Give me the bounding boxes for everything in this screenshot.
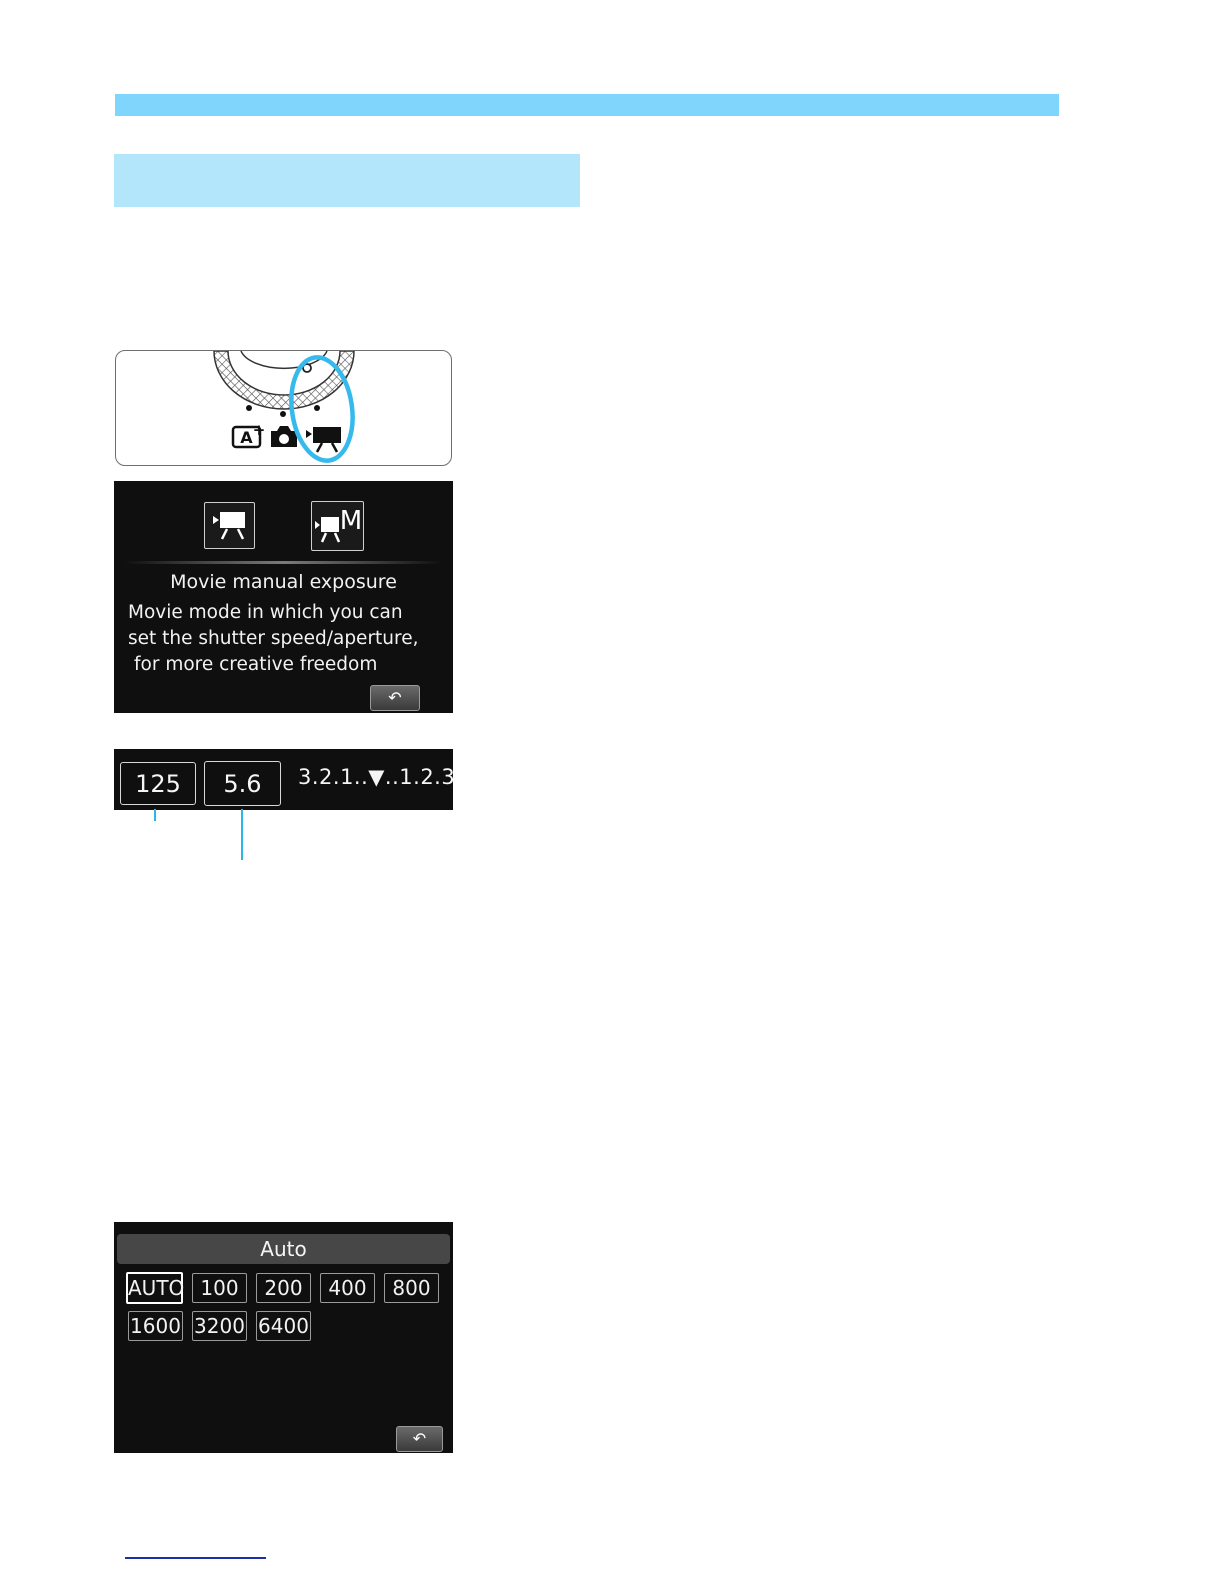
movie-auto-exposure-option[interactable]	[204, 502, 255, 549]
exposure-level-scale: 3.2.1..▼..1.2.3	[298, 765, 456, 789]
scene-auto-letter: A	[240, 428, 253, 447]
movie-camera-icon	[306, 427, 341, 452]
mode-title: Movie manual exposure	[170, 571, 397, 593]
footnote-rule	[125, 1557, 266, 1559]
manual-letter: M	[339, 506, 363, 536]
back-button[interactable]	[396, 1426, 443, 1452]
aperture-value[interactable]: 5.6	[204, 761, 281, 806]
iso-option-3200[interactable]: 3200	[192, 1311, 247, 1341]
iso-option-6400[interactable]: 6400	[256, 1311, 311, 1341]
mode-description-line-3: for more creative freedom	[134, 654, 378, 675]
shutter-callout-line	[154, 809, 156, 821]
movie-manual-exposure-option[interactable]	[311, 501, 364, 551]
dial-ring	[214, 351, 354, 409]
iso-option-auto[interactable]: AUTO	[126, 1272, 183, 1304]
iso-option-100[interactable]: 100	[192, 1273, 247, 1303]
iso-current-setting: Auto	[117, 1234, 450, 1264]
scene-intelligent-auto-icon	[233, 421, 265, 447]
mode-dial-drawing	[116, 351, 451, 465]
iso-option-800[interactable]: 800	[384, 1273, 439, 1303]
return-icon: ↶	[388, 688, 402, 707]
mode-dial-illustration	[115, 350, 452, 466]
iso-option-1600[interactable]: 1600	[128, 1311, 183, 1341]
shutter-speed-value[interactable]: 125	[120, 762, 196, 805]
movie-mode-screen	[114, 481, 453, 713]
movie-camera-icon	[205, 503, 254, 548]
iso-option-400[interactable]: 400	[320, 1273, 375, 1303]
camera-icon	[271, 426, 297, 447]
screen-divider	[124, 561, 443, 564]
iso-option-200[interactable]: 200	[256, 1273, 311, 1303]
scene-auto-plus: +	[252, 421, 266, 439]
movie-manual-icon	[312, 502, 363, 550]
subsection-heading-box	[114, 154, 580, 207]
mode-description-line-1: Movie mode in which you can	[128, 602, 403, 623]
return-icon: ↶	[412, 1429, 427, 1448]
mode-description-line-2: set the shutter speed/aperture,	[128, 628, 419, 649]
aperture-callout-line	[241, 809, 243, 860]
exposure-readout-screen	[114, 749, 456, 810]
back-button[interactable]	[370, 685, 420, 711]
iso-speed-screen	[114, 1222, 453, 1453]
section-header-bar	[115, 94, 1059, 116]
